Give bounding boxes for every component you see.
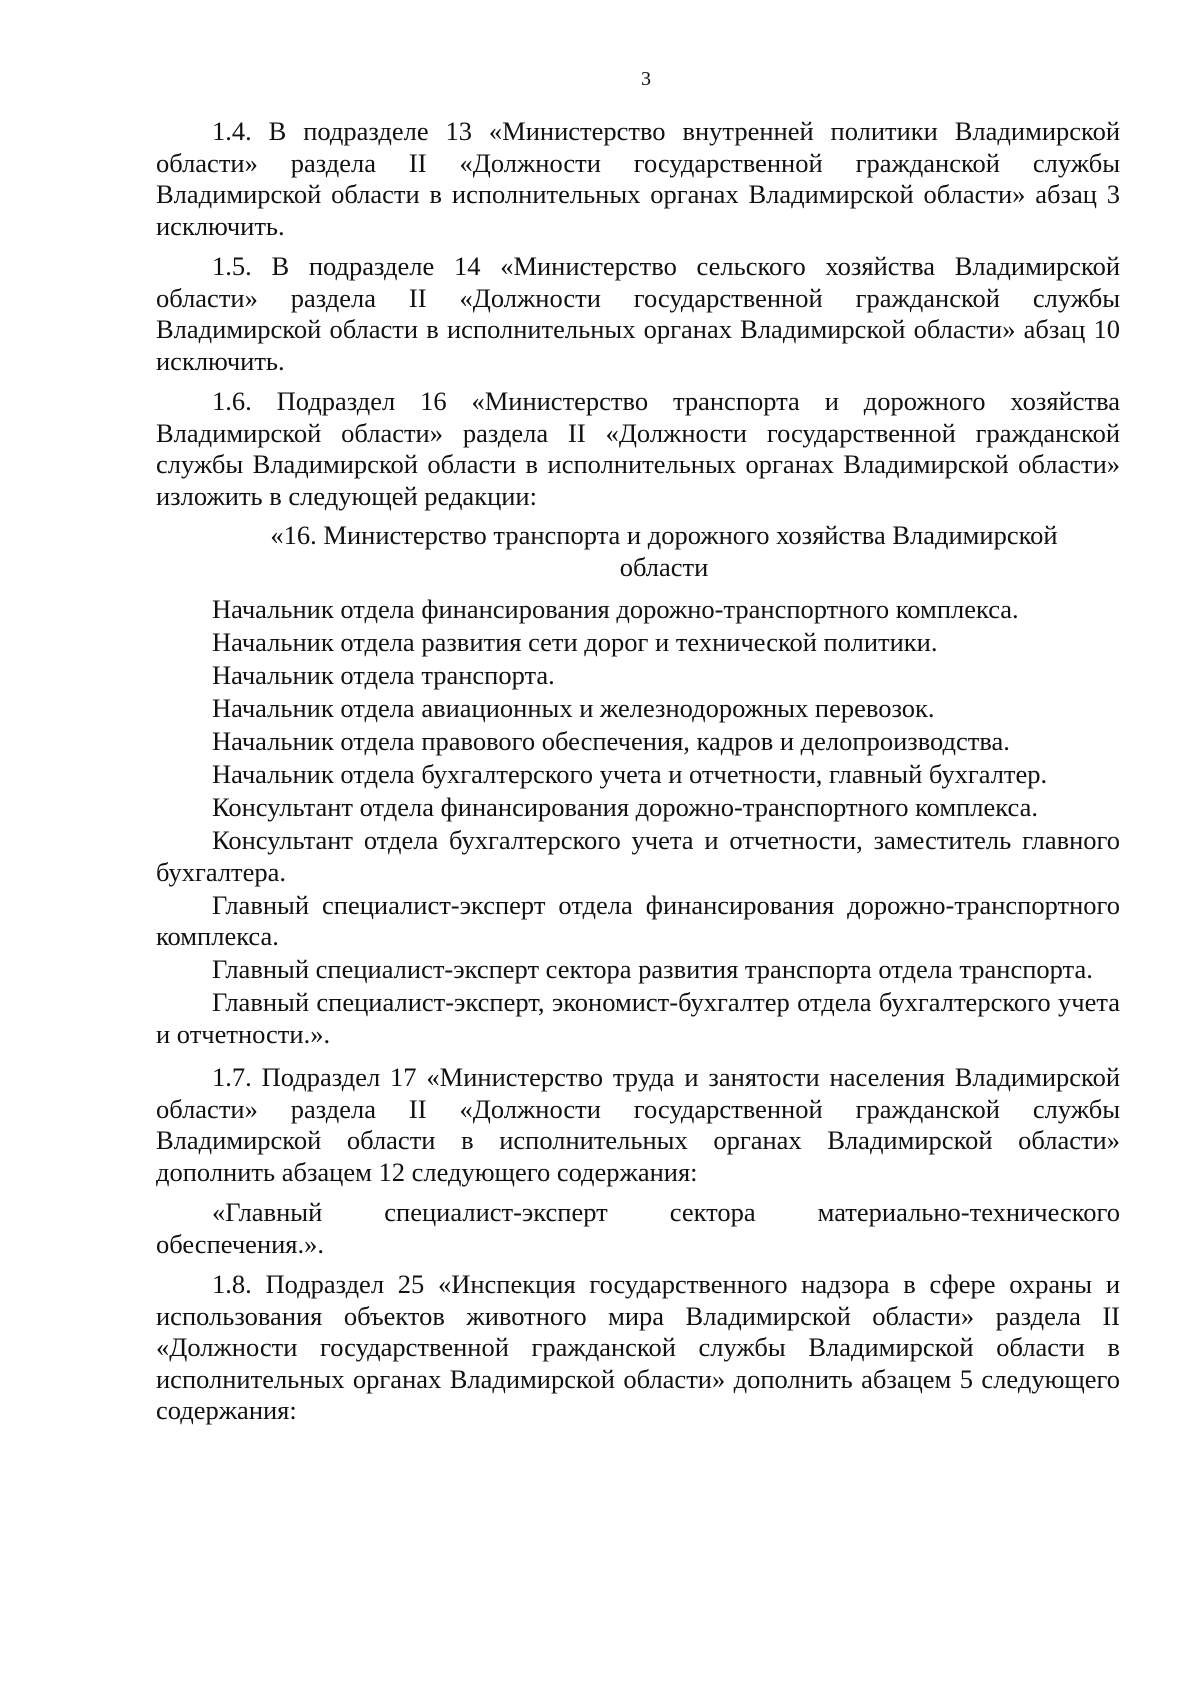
paragraph-1-4: 1.4. В подразделе 13 «Министерство внутренней политики Владимирской области» раздела II «Должности государственной гражданской службы Владимирской области в исполнительных органах Владимирской области» абзац 3 исключить.	[156, 116, 1120, 241]
paragraph-1-5: 1.5. В подразделе 14 «Министерство сельского хозяйства Владимирской области» раздела II «Должности государственной гражданской службы Владимирской области в исполнительных органах Владимирской области» абзац 10 исключить.	[156, 251, 1120, 376]
positions-list	[156, 594, 1120, 1050]
paragraph-1-7-addition: «Главный специалист-эксперт сектора материально-технического обеспечения.».	[156, 1197, 1120, 1259]
list-item: Консультант отдела бухгалтерского учета и отчетности, заместитель главного бухгалтера.	[156, 825, 1120, 887]
list-item: Начальник отдела развития сети дорог и технической политики.	[212, 627, 938, 657]
paragraph-1-7: 1.7. Подраздел 17 «Министерство труда и занятости населения Владимирской области» раздела II «Должности государственной гражданской службы Владимирской области в исполнительных органах Владимирской области» дополнить абзацем 12 следующего содержания:	[156, 1062, 1120, 1187]
list-item: Начальник отдела бухгалтерского учета и отчетности, главный бухгалтер.	[212, 759, 1048, 789]
page-number: 3	[641, 68, 651, 90]
subsection-title	[156, 520, 1120, 583]
list-item: Начальник отдела правового обеспечения, кадров и делопроизводства.	[212, 726, 1010, 756]
list-item: Главный специалист-эксперт, экономист-бухгалтер отдела бухгалтерского учета и отчетности.».	[156, 987, 1120, 1049]
paragraph-1-6: 1.6. Подраздел 16 «Министерство транспорта и дорожного хозяйства Владимирской области» раздела II «Должности государственной гражданской службы Владимирской области в исполнительных органах Владимирской области» изложить в следующей редакции:	[156, 386, 1120, 511]
list-item: Начальник отдела транспорта.	[212, 660, 555, 690]
document-body	[156, 116, 1120, 1436]
list-item: Начальник отдела авиационных и железнодорожных перевозок.	[212, 693, 935, 723]
list-item: Главный специалист-эксперт отдела финансирования дорожно-транспортного комплекса.	[156, 889, 1120, 951]
paragraph-1-8: 1.8. Подраздел 25 «Инспекция государственного надзора в сфере охраны и использования объектов животного мира Владимирской области» раздела II «Должности государственной гражданской службы Владимирской области в исполнительных органах Владимирской области» дополнить абзацем 5 следующего содержания:	[156, 1269, 1120, 1425]
list-item: Главный специалист-эксперт сектора развития транспорта отдела транспорта.	[212, 954, 1093, 984]
subsection-title-line-2: области	[619, 551, 709, 582]
subsection-title-line-1: «16. Министерство транспорта и дорожного хозяйства Владимирской	[270, 520, 1058, 550]
list-item: Консультант отдела финансирования дорожно-транспортного комплекса.	[212, 792, 1038, 822]
list-item: Начальник отдела финансирования дорожно-транспортного комплекса.	[212, 594, 1019, 624]
